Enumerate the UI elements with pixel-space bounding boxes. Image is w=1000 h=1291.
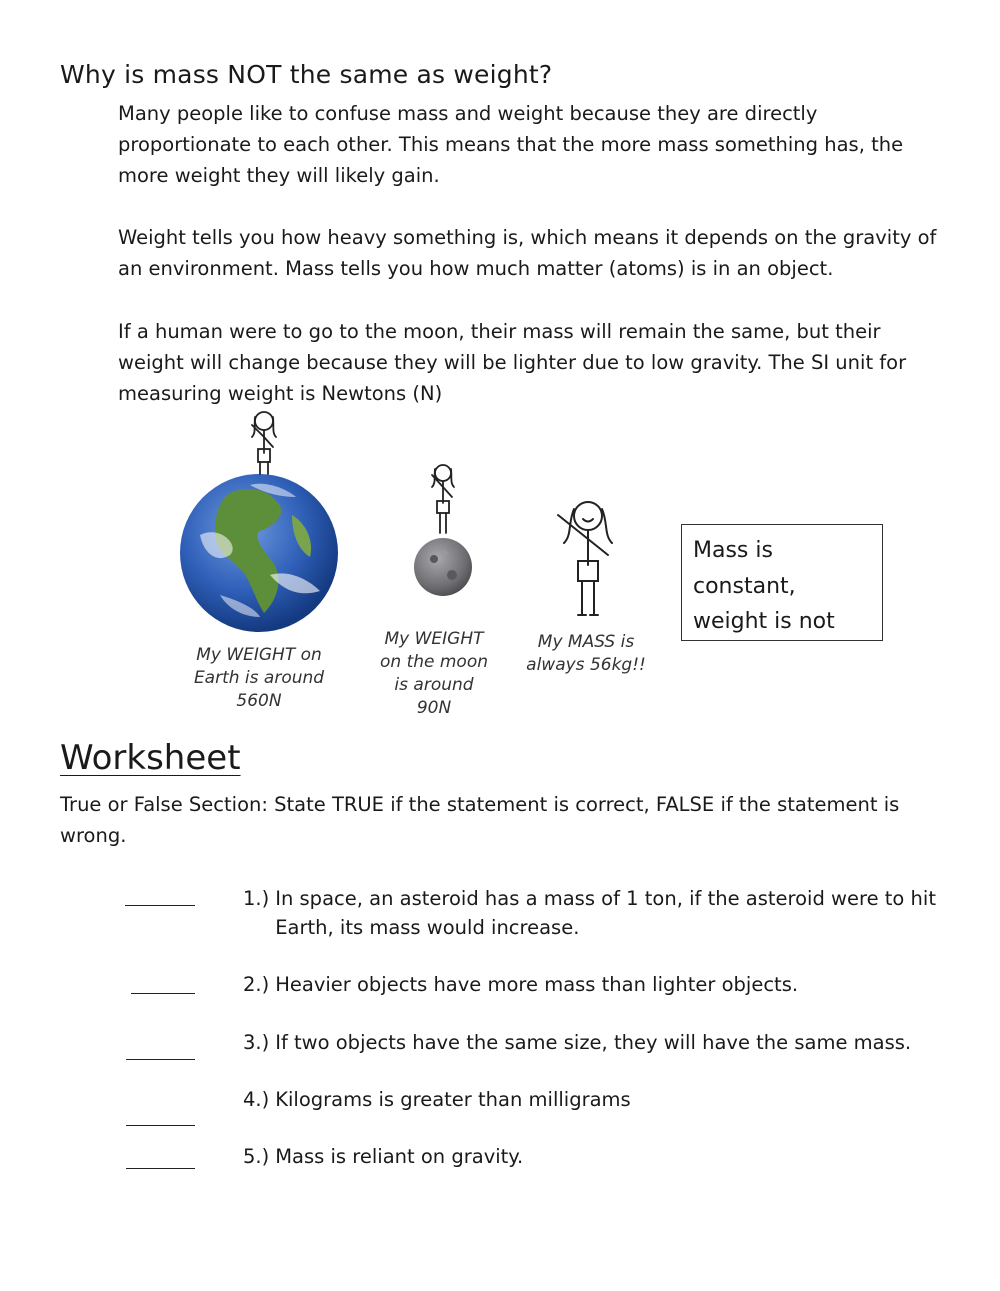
- worksheet-instructions: True or False Section: State TRUE if the statement is correct, FALSE if the statement is wrong.: [60, 793, 900, 847]
- question-3: [243, 1028, 943, 1057]
- caption-line: always 56kg!!: [526, 655, 646, 675]
- caption-line: My WEIGHT on: [196, 645, 322, 665]
- caption-line: Earth is around: [193, 668, 325, 688]
- stick-girl-mass: [558, 502, 612, 615]
- question-5: [243, 1142, 943, 1171]
- answer-blank-5[interactable]: [126, 1168, 195, 1169]
- question-2: [243, 970, 943, 999]
- question-text: If two objects have the same size, they will have the same mass.: [275, 1031, 912, 1054]
- note-box: [681, 524, 883, 641]
- question-number: 2.): [243, 973, 270, 996]
- question-text: In space, an asteroid has a mass of 1 ton, if the asteroid were to hit Earth, its mass would increase.: [275, 887, 936, 939]
- question-number: 4.): [243, 1088, 270, 1111]
- mass-caption: [516, 631, 656, 677]
- question-number: 1.): [243, 887, 270, 910]
- caption-line: 90N: [416, 698, 452, 718]
- note-line: weight is not: [693, 609, 835, 634]
- moon-weight-caption: [362, 628, 506, 720]
- mass-weight-illustration: [160, 405, 680, 640]
- caption-line: on the moon: [379, 652, 489, 672]
- note-line: Mass is: [693, 538, 773, 563]
- question-text: Kilograms is greater than milligrams: [275, 1088, 631, 1111]
- note-line: constant,: [693, 573, 796, 599]
- section-heading: Why is mass NOT the same as weight?: [60, 60, 553, 89]
- question-number: 5.): [243, 1145, 270, 1168]
- answer-blank-4[interactable]: [126, 1125, 195, 1126]
- question-text: Mass is reliant on gravity.: [275, 1145, 524, 1168]
- caption-line: is around: [394, 675, 474, 695]
- caption-line: 560N: [236, 691, 282, 711]
- answer-blank-3[interactable]: [126, 1059, 195, 1060]
- earth-weight-caption: [170, 644, 348, 713]
- stick-girl-earth: [252, 412, 276, 474]
- intro-paragraph-3: If a human were to go to the moon, their mass will remain the same, but their weight will change because they will be lighter due to low gravity. The SI unit for measuring weight is Newtons (N): [118, 320, 907, 405]
- stick-girl-moon: [432, 465, 454, 533]
- worksheet-title: Worksheet: [60, 738, 241, 778]
- caption-line: My WEIGHT: [384, 629, 484, 649]
- question-number: 3.): [243, 1031, 270, 1054]
- question-4: [243, 1085, 943, 1114]
- caption-line: My MASS is: [537, 632, 635, 652]
- question-1: [243, 884, 943, 942]
- answer-blank-2[interactable]: [131, 993, 195, 994]
- answer-blank-1[interactable]: [125, 905, 195, 906]
- earth-globe: [180, 474, 338, 632]
- moon-globe: [414, 538, 472, 596]
- intro-paragraph-2: Weight tells you how heavy something is, which means it depends on the gravity of an environment. Mass tells you how much matter (atoms) is in an object.: [118, 226, 937, 280]
- question-text: Heavier objects have more mass than lighter objects.: [275, 973, 799, 996]
- intro-paragraph-1: Many people like to confuse mass and weight because they are directly proportionate to each other. This means that the more mass something has, the more weight they will likely gain.: [118, 102, 904, 187]
